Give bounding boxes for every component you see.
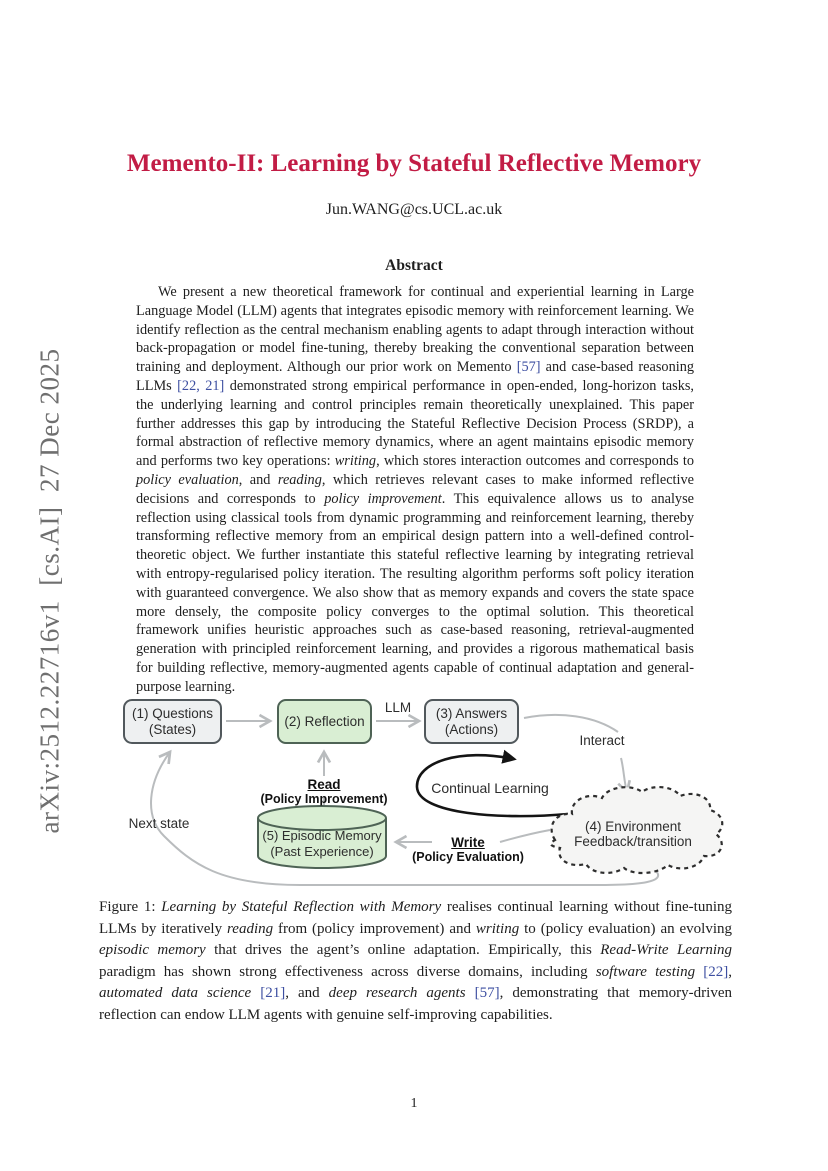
- text-segment: [251, 985, 260, 1001]
- citation-link[interactable]: [57]: [516, 359, 541, 376]
- node-answers-line1: (3) Answers: [435, 705, 508, 721]
- text-segment: and case-based reasoning LLMs: [136, 359, 694, 394]
- text-segment: We present a new theoretical framework for continual and experiential learning in Large Language Model (LLM) agents that integrates episodic memory with reinforcement learning. We identify reflection as the central mechanism enabling agents to adapt through interaction without back-propagation or model fine-tuning, thereby breaking the conventional separation between training and deployment. Although our prior work on Memento: [136, 284, 694, 376]
- text-segment: . This equivalence allows us to analyse reflection using classical tools from dynamic programming and reinforcement learning, thereby transforming reflective memory from an empirical design pattern into a well-defined control-theoretic object. We further instantiate this stateful reflective learning by integrating retrieval with entropy-regularised policy iteration. The resulting algorithm performs soft policy iteration with guaranteed convergence. We also show that as memory expands and covers the state space more densely, the composite policy converges to the optimal solution. This theoretical framework unifies heuristic approaches such as case-based reasoning, retrieval-augmented generation with principled reinforcement learning, and provides a rigorous mathematical basis for building reflective, memory-augmented agents capable of continual adaptation and general-purpose learning.: [136, 490, 694, 695]
- text-segment: to (policy evaluation) an evolving: [519, 920, 732, 937]
- text-segment: [466, 985, 475, 1001]
- node-reflection: [277, 699, 372, 744]
- text-segment: , which retrieves relevant cases to make informed reflective decisions and corresponds to: [136, 471, 694, 507]
- citation-link[interactable]: [22, 21]: [177, 377, 225, 394]
- text-segment: deep research agents: [328, 985, 466, 1002]
- node-questions-line1: (1) Questions: [131, 705, 214, 721]
- figure-1-diagram: [100, 688, 740, 893]
- text-segment: , demonstrating that memory-driven reflection can endow LLM agents with genuine self-improving capabilities.: [99, 985, 732, 1023]
- text-segment: Learning by Stateful Reflection with Memory: [161, 899, 442, 915]
- read-label: [254, 777, 394, 807]
- text-segment: , which stores interaction outcomes and corresponds to: [376, 453, 694, 470]
- node-questions-line2: (States): [148, 721, 197, 737]
- continual-learning-label: Continual Learning: [431, 780, 549, 796]
- author-email[interactable]: Jun.WANG@cs.UCL.ac.uk: [325, 201, 503, 218]
- text-segment: automated data science: [99, 985, 252, 1002]
- text-segment: policy evaluation: [136, 471, 239, 488]
- read-label-sub: (Policy Improvement): [260, 792, 388, 806]
- text-segment: episodic memory: [99, 942, 206, 959]
- text-segment: paradigm has shown strong effectiveness across diverse domains, including: [99, 963, 596, 980]
- node-environment-line2: Feedback/transition: [574, 834, 692, 849]
- text-segment: demonstrated strong empirical performance in open-ended, long-horizon tasks, the underlying learning and control principles remain theoretically unexplained. This paper further addresses this gap by introducing the Stateful Reflective Decision Process (SRDP), a formal abstraction of reflective memory dynamics, where an agent maintains episodic memory and performs two key operations:: [136, 377, 694, 470]
- node-memory-line2: (Past Experience): [270, 843, 374, 859]
- text-segment: , and: [285, 985, 329, 1002]
- write-label: [398, 835, 538, 865]
- node-answers-actions: [424, 699, 519, 744]
- text-segment: reading: [227, 920, 274, 937]
- node-reflection-label: (2) Reflection: [284, 713, 365, 729]
- text-segment: reading: [277, 471, 322, 488]
- text-segment: ,: [728, 963, 733, 980]
- citation-link[interactable]: [57]: [474, 985, 500, 1002]
- node-questions-states: [123, 699, 222, 744]
- node-environment-line1: (4) Environment: [584, 819, 682, 834]
- paper-title: Memento-II: Learning by Stateful Reflective Memory: [126, 150, 702, 177]
- next-state-label: Next state: [128, 816, 190, 831]
- node-answers-line2: (Actions): [444, 721, 499, 737]
- text-segment: , and: [238, 471, 278, 488]
- line-answers-to-interact: [524, 715, 618, 732]
- text-segment: policy improvement: [324, 490, 442, 507]
- read-label-main: Read: [307, 777, 341, 792]
- page-number: 1: [410, 1096, 418, 1111]
- text-segment: from (policy improvement) and: [273, 920, 476, 937]
- figure-1-caption: [99, 897, 732, 1027]
- text-segment: Read-Write Learning: [600, 942, 732, 959]
- llm-edge-label: LLM: [384, 700, 412, 715]
- citation-link[interactable]: [22]: [703, 963, 729, 980]
- abstract-text: [136, 283, 694, 697]
- abstract-heading: Abstract: [385, 257, 443, 274]
- text-segment: that drives the agent’s online adaptation. Empirically, this: [205, 942, 601, 959]
- write-label-sub: (Policy Evaluation): [412, 850, 524, 864]
- text-segment: software testing: [595, 963, 696, 980]
- node-environment-label: [550, 819, 716, 849]
- text-segment: Figure 1:: [99, 899, 162, 915]
- node-memory-line1: (5) Episodic Memory: [262, 828, 382, 843]
- text-segment: realises continual learning without fine-tuning LLMs by iteratively: [99, 899, 732, 937]
- interact-label: Interact: [579, 733, 625, 748]
- text-segment: writing: [334, 453, 377, 470]
- node-memory-label: [258, 828, 386, 859]
- citation-link[interactable]: [21]: [260, 985, 286, 1002]
- write-label-main: Write: [451, 835, 485, 850]
- text-segment: writing: [475, 920, 520, 937]
- arxiv-watermark: arXiv:2512.22716v1 [cs.AI] 27 Dec 2025: [34, 348, 65, 834]
